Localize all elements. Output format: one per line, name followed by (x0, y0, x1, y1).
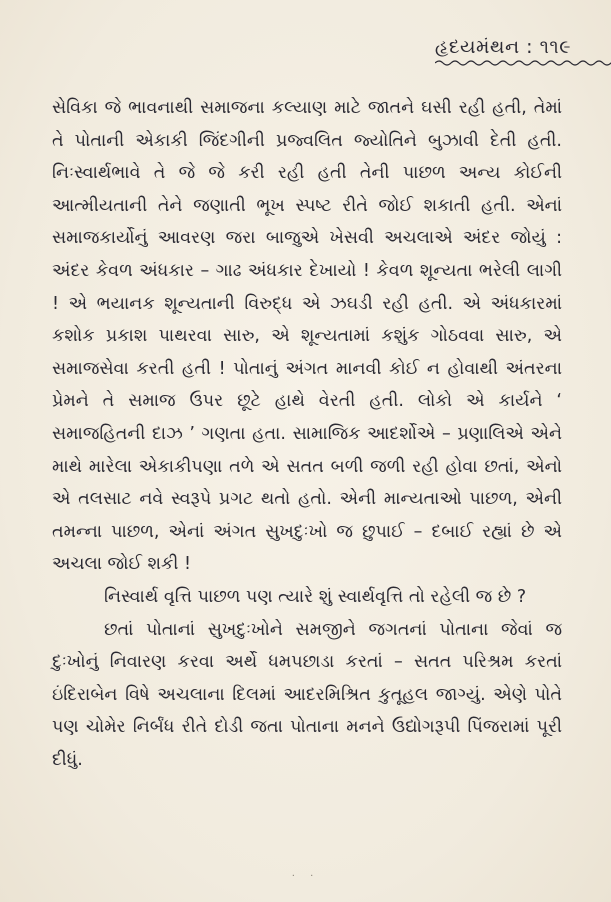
paragraph: નિસ્વાર્થ વૃત્તિ પાછળ પણ ત્યારે શું સ્વાર્થવૃત્તિ તો રહેલી જ છે ? (104, 586, 527, 607)
body-text (52, 92, 562, 776)
paragraph: સેવિકા જે ભાવનાથી સમાજના કલ્યાણ માટે જાતને ઘસી રહી હતી, તેમાં તે પોતાની એકાકી જિંદગીની પ્રજ્વલિત જ્યોતિને બુઝાવી દેતી હતી. નિઃસ્વાર્થભાવે તે જે જે કરી રહી હતી તેની પાછળ અન્ય કોઈની આત્મીયતાની તેને જણાતી ભૂખ સ્પષ્ટ રીતે જોઈ શકાતી હતી. એનાં સમાજકાર્યોનું આવરણ જરા બાજુએ ખેસવી અચલાએ અંદર જોયું : અંદર કેવળ અંધકાર – ગાઢ અંધકાર દેખાયો ! કેવળ શૂન્યતા ભરેલી લાગી ! એ ભયાનક શૂન્યતાની વિરુદ્ધ એ ઝઘડી રહી હતી. એ અંધકારમાં કશોક પ્રકાશ પાથરવા સારુ, એ શૂન્યતામાં કશુંક ગોઠવવા સારુ, એ સમાજસેવા કરતી હતી ! પોતાનું અંગત માનવી કોઈ ન હોવાથી અંતરના પ્રેમને તે સમાજ ઉપર છૂટે હાથે વેરતી હતી. લોકો એ કાર્યને ‘ સમાજહિતની દાઝ ’ ગણતા હતા. સામાજિક આદર્શોએ – પ્રણાલિએ એને માથે મારેલા એકાકીપણા તળે એ સતત બળી જળી રહી હોવા છતાં, એનો એ તલસાટ નવે સ્વરૂપે પ્રગટ થતો હતો. એની માન્યતાઓ પાછળ, એની તમન્ના પાછળ, એનાં અંગત સુખદુઃખો જ છુપાઈ – દબાઈ રહ્યાં છે એ અચલા જોઈ શકી ! (52, 98, 562, 575)
page-marks: · · (291, 871, 320, 882)
paragraph: છતાં પોતાનાં સુખદુઃખોને સમજીને જગતનાં પોતાના જેવાં જ દુઃખોનું નિવારણ કરવા અર્થે ધમપછાડા કરતાં – સતત પરિશ્રમ કરતાં ઇંદિરાબેન વિષે અચલાના દિલમાં આદરમિશ્રિત કુતૂહલ જાગ્યું. એણે પોતે પણ ચોમેર નિર્બંધ રીતે દોડી જતા પોતાના મનને ઉદ્યોગરૂપી પિંજરામાં પૂરી દીધું. (52, 619, 562, 770)
running-title: હૃદયમંથન : ૧૧૯ (434, 36, 571, 58)
running-header (435, 36, 571, 58)
wavy-underline (435, 59, 611, 67)
